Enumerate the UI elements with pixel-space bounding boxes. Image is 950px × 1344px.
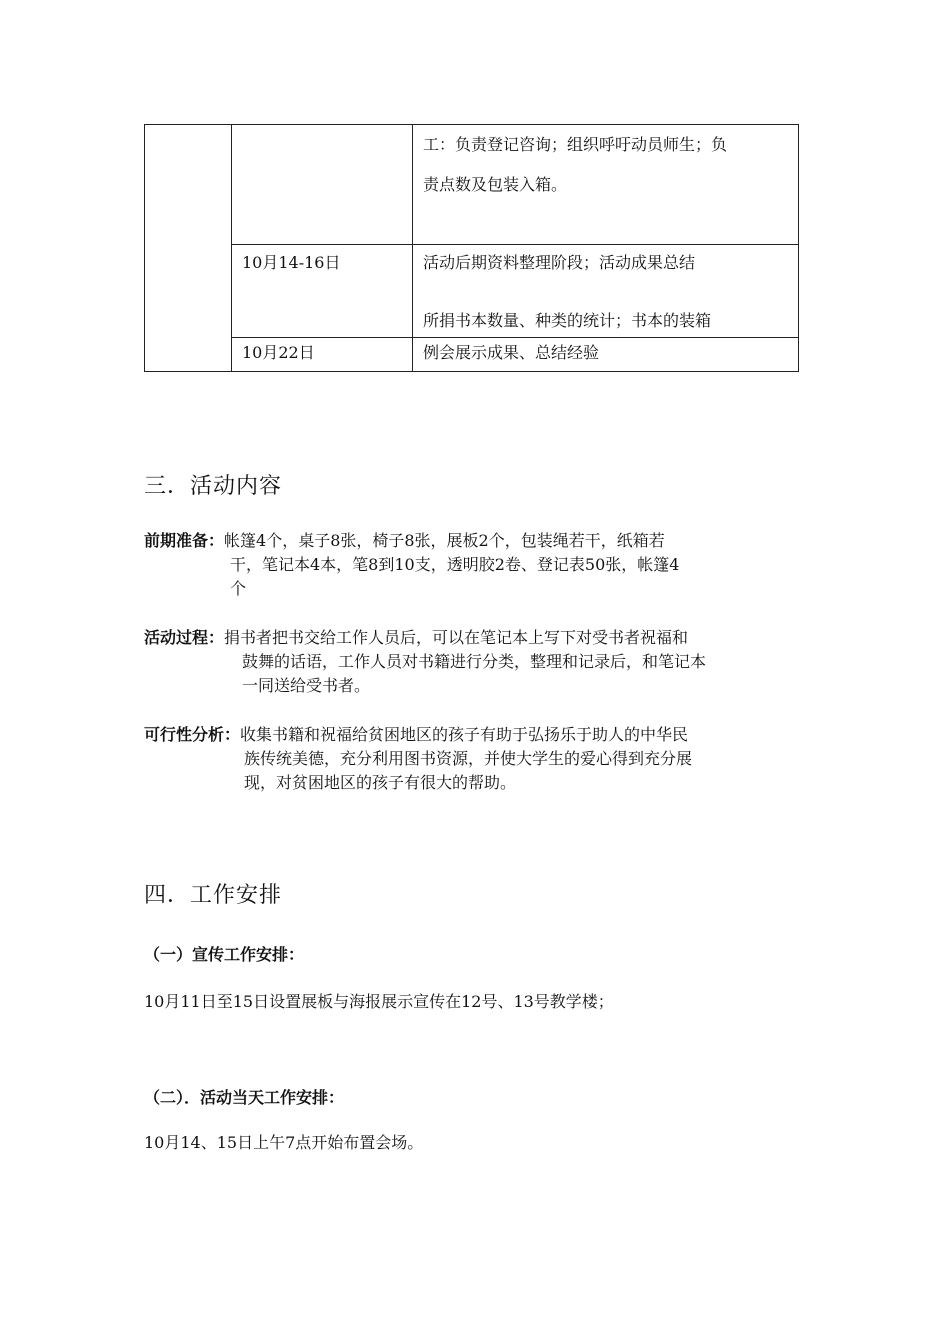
table-cell-line: 所捐书本数量、种类的统计；书本的装箱 [423,311,712,330]
table-cell-line: 责点数及包装入箱。 [423,175,568,194]
table-row [145,338,799,372]
paragraph-label: 活动过程： [144,628,225,647]
subsection-text: 10月11日至15日设置展板与海报展示宣传在12号、13号教学楼； [144,992,614,1011]
section-heading: 四．工作安排 [144,883,283,908]
subsection-text: 10月14、15日上午7点开始布置会场。 [144,1133,424,1152]
paragraph-label: 可行性分析： [144,725,241,744]
table-cell-line: 活动后期资料整理阶段；活动成果总结 [423,253,696,272]
paragraph-label: 前期准备： [144,531,225,550]
table-cell-content [413,125,799,245]
table-cell-date [232,125,413,245]
table-cell-date: 10月14-16日 [232,245,413,338]
table-cell-line: 例会展示成果、总结经验 [423,343,600,362]
table-row [145,125,799,245]
table-cell-content [413,245,799,338]
table-cell-content [413,338,799,372]
paragraph-feasibility: 可行性分析：收集书籍和祝福给贫困地区的孩子有助于弘扬乐于助人的中华民 族传统美德，充分利用图书资源，并使大学生的爱心得到充分展 现，对贫困地区的孩子有很大的帮助。 [144,725,693,792]
paragraph-process: 活动过程：捐书者把书交给工作人员后，可以在笔记本上写下对受书者祝福和 鼓舞的话语，工作人员对书籍进行分类，整理和记录后，和笔记本 一同送给受书者。 [144,628,707,695]
schedule-table [144,124,799,372]
table-cell-merged [145,125,232,372]
table-cell-date: 10月22日 [232,338,413,372]
table-row [145,245,799,338]
subsection-heading: （一）宣传工作安排： [144,945,305,964]
section-heading: 三．活动内容 [144,474,283,499]
table-cell-line: 工：负责登记咨询；组织呼吁动员师生；负 [423,135,728,154]
paragraph-preparation: 前期准备：帐篷4个，桌子8张，椅子8张，展板2个，包装绳若干，纸箱若 干，笔记本4本，笔8到10支，透明胶2卷、登记表50张，帐篷4 个 [144,531,680,598]
subsection-heading: （二）．活动当天工作安排： [144,1088,345,1107]
